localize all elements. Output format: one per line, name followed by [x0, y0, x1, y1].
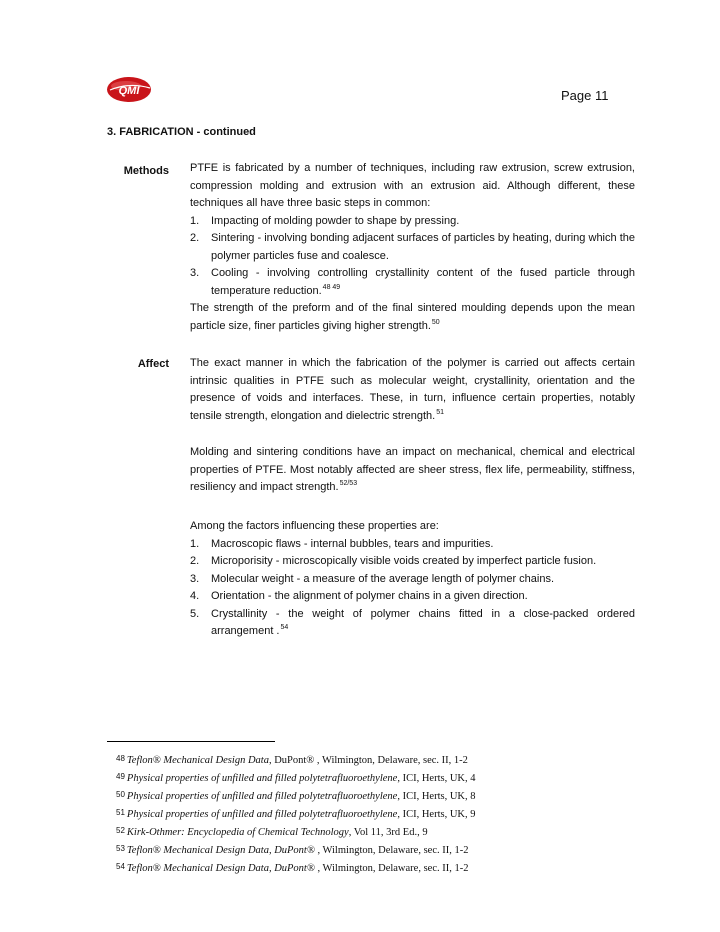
footnote	[116, 751, 475, 769]
footnote-title: Teflon® Mechanical Design Data	[126, 755, 269, 766]
footnote-title: Physical properties of unfilled and filled polytetrafluoroethylene	[126, 809, 398, 820]
list-item	[190, 571, 635, 589]
list-number: 5.	[190, 607, 200, 620]
factors-section	[190, 518, 635, 641]
footnote-ref: 51	[436, 408, 445, 416]
list-item	[190, 553, 635, 571]
factors-list	[190, 536, 635, 641]
footnote	[116, 787, 475, 805]
list-text: Impacting of molding powder to shape by pressing.	[211, 214, 460, 227]
list-text: Cooling - involving controlling crystallinity content of the fused particle through temperature reduction.	[211, 267, 635, 297]
company-logo	[106, 76, 152, 103]
footnote-source: , Wilmington, Delaware, sec. II, 1-2	[314, 863, 469, 874]
footnotes	[116, 751, 475, 877]
methods-intro: PTFE is fabricated by a number of techniques, including raw extrusion, screw extrusion, compression molding and extrusion with an extrusion aid. Although different, these techniques all have three basic steps in common:	[190, 162, 635, 209]
footnote-ref: 50	[431, 318, 440, 326]
footnote-title: Teflon® Mechanical Design Data, DuPont®	[126, 845, 315, 856]
logo-text: QMI	[118, 85, 140, 97]
section-title: 3. FABRICATION - continued	[107, 126, 256, 138]
affect-para-1-text: The exact manner in which the fabrication of the polymer is carried out affects certain intrinsic qualities in PTFE such as molecular weight, crystallinity, orientation and the presence of voids and interfaces. These, in turn, influence certain properties, notably tensile strength, elongation and dielectric strength.	[190, 357, 635, 422]
footnote-number: 48	[116, 754, 125, 763]
footnote-title: Kirk-Othmer: Encyclopedia of Chemical Technology	[126, 827, 349, 838]
list-item	[190, 213, 635, 231]
footnote-source: , ICI, Herts, UK, 4	[397, 773, 476, 784]
footnote	[116, 805, 475, 823]
footnote-ref: 48 49	[322, 283, 341, 291]
list-number: 3.	[190, 267, 200, 279]
list-item	[190, 606, 635, 641]
list-item	[190, 230, 635, 265]
footnote-ref: 52/53	[339, 480, 358, 487]
list-item	[190, 536, 635, 554]
list-text: Sintering - involving bonding adjacent surfaces of particles by heating, during which the polymer particles fuse and coalesce.	[211, 232, 635, 262]
list-text: Molecular weight - a measure of the average length of polymer chains.	[211, 572, 555, 585]
closing-text: The strength of the preform and of the final sintered moulding depends upon the mean particle size, finer particles giving higher strength.	[190, 302, 635, 332]
footnote	[116, 841, 475, 859]
footnote-number: 51	[116, 808, 125, 817]
methods-side-label: Methods	[123, 165, 169, 177]
footnote-number: 50	[116, 790, 125, 799]
list-number: 1.	[190, 214, 200, 227]
methods-steps-list	[190, 213, 635, 301]
list-number: 4.	[190, 590, 200, 602]
footnote-title: Teflon® Mechanical Design Data, DuPont®	[126, 863, 315, 874]
footnote-title: Physical properties of unfilled and filled polytetrafluoroethylene	[126, 791, 398, 802]
methods-section	[190, 160, 635, 335]
list-text: Microporisity - microscopically visible voids created by imperfect particle fusion.	[211, 555, 597, 567]
footnote-number: 49	[116, 772, 125, 781]
footnote-number: 54	[116, 862, 125, 871]
list-item	[190, 588, 635, 606]
list-item	[190, 265, 635, 300]
affect-para-2-text: Molding and sintering conditions have an impact on mechanical, chemical and electrical properties of PTFE. Most notably affected are sheer stress, flex life, permeability, stiffness, resiliency and impact strength.	[190, 446, 635, 493]
footnote	[116, 859, 475, 877]
footnote-divider	[107, 741, 275, 742]
footnote	[116, 769, 475, 787]
footnote-number: 52	[116, 826, 125, 835]
footnote-source: , Vol 11, 3rd Ed., 9	[348, 827, 428, 838]
list-text: Orientation - the alignment of polymer chains in a given direction.	[211, 590, 528, 602]
list-number: 2.	[190, 555, 200, 567]
list-number: 3.	[190, 572, 200, 585]
list-number: 2.	[190, 232, 200, 244]
footnote-title: Physical properties of unfilled and filled polytetrafluoroethylene	[126, 773, 398, 784]
footnote-source: , DuPont® , Wilmington, Delaware, sec. II, 1-2	[268, 755, 468, 766]
footnote-source: , Wilmington, Delaware, sec. II, 1-2	[314, 845, 469, 856]
affect-para-1	[190, 355, 635, 425]
footnote-source: , ICI, Herts, UK, 9	[397, 809, 476, 820]
affect-para-2	[190, 444, 635, 497]
footnote-source: , ICI, Herts, UK, 8	[397, 791, 476, 802]
list-text: Crystallinity - the weight of polymer chains fitted in a close-packed ordered arrangement .	[211, 607, 635, 637]
factors-intro: Among the factors influencing these properties are:	[190, 520, 439, 532]
list-text: Macroscopic flaws - internal bubbles, tears and impurities.	[211, 537, 494, 550]
footnote	[116, 823, 475, 841]
footnote-ref: 54	[280, 624, 289, 631]
footnote-number: 53	[116, 844, 125, 853]
affect-side-label: Affect	[137, 358, 169, 370]
methods-closing	[190, 300, 635, 335]
page-number: Page 11	[561, 88, 609, 103]
list-number: 1.	[190, 537, 200, 550]
